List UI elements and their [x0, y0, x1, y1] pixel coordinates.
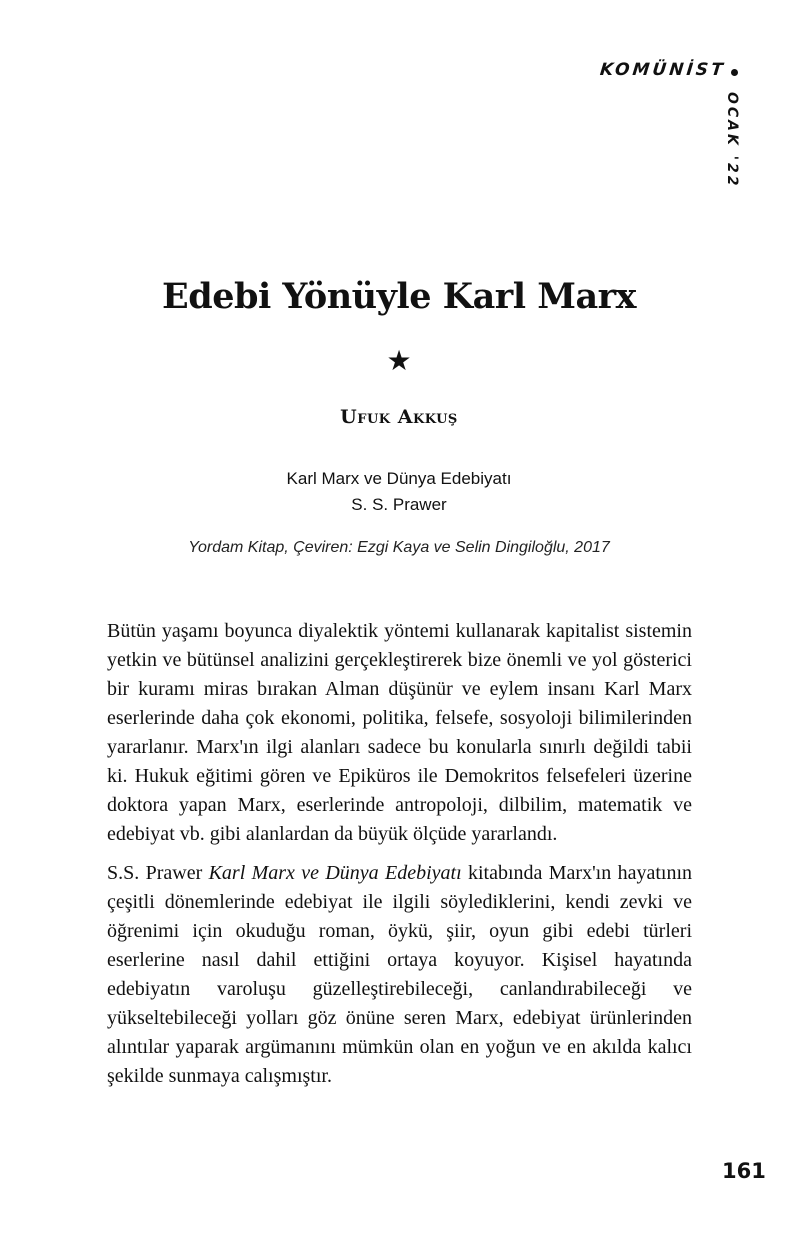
issue-date: OCAK '22	[724, 92, 740, 189]
publisher-info: Yordam Kitap, Çeviren: Ezgi Kaya ve Selin Dingiloğlu, 2017	[188, 539, 610, 556]
article-author: Ufuk Akkuş	[340, 406, 458, 428]
book-title: Karl Marx ve Dünya Edebiyatı	[286, 469, 512, 488]
paragraph-1: Bütün yaşamı boyunca diyalektik yöntemi kullanarak kapitalist sistemin yetkin ve bütünsel analizini gerçekleştirerek bize önemli ve yol gösterici bir kuramı miras bırakan Alman düşünür ve eylem insanı Karl Marx eserlerinde daha çok ekonomi, politika, felsefe, sosyoloji bilimilerinden yararlanır. Marx'ın ilgi alanları sadece bu konularla sınırlı değildi tabii ki. Hukuk eğitimi gören ve Epiküros ile Demokritos felsefeleri üzerine doktora yapan Marx, eserlerinde antropoloji, dilbilim, matematik ve edebiyat vb. gibi alanlardan da büyük ölçüde yararlandı.	[107, 620, 692, 845]
book-title-italic: Karl Marx ve Dünya Edebiyatı	[208, 862, 462, 884]
reviewed-book	[0, 466, 798, 518]
article-body	[107, 617, 692, 1101]
page-number: 161	[722, 1159, 766, 1183]
article-title: Edebi Yönüyle Karl Marx	[162, 276, 636, 317]
book-author: S. S. Prawer	[351, 495, 447, 514]
paragraph-2-rest: kitabında Marx'ın hayatının çeşitli dönemlerinde edebiyat ile ilgili söylediklerini, kendi zevki ve öğrenimi için okuduğu roman, öykü, şiir, oyun gibi edebi türleri eserlerine nasıl dahil ettiğini ortaya koyuyor. Kişisel hayatında edebiyatın varoluşu güzelleştirebileceği, canlandırabileceği ve yükseltebileceği yolları göz önüne seren Marx, edebiyat ürünlerinden alıntılar yaparak argümanını mümkün olan en yoğun ve en akılda kalıcı şekilde sunmaya calışmıştır.	[107, 862, 693, 1087]
paragraph-2-prefix: S.S. Prawer	[107, 862, 209, 884]
paragraph-2	[107, 859, 692, 1091]
star-icon: ★	[386, 344, 412, 377]
magazine-name: KOMÜNİST	[598, 60, 727, 80]
bullet-dot-icon	[731, 69, 738, 76]
